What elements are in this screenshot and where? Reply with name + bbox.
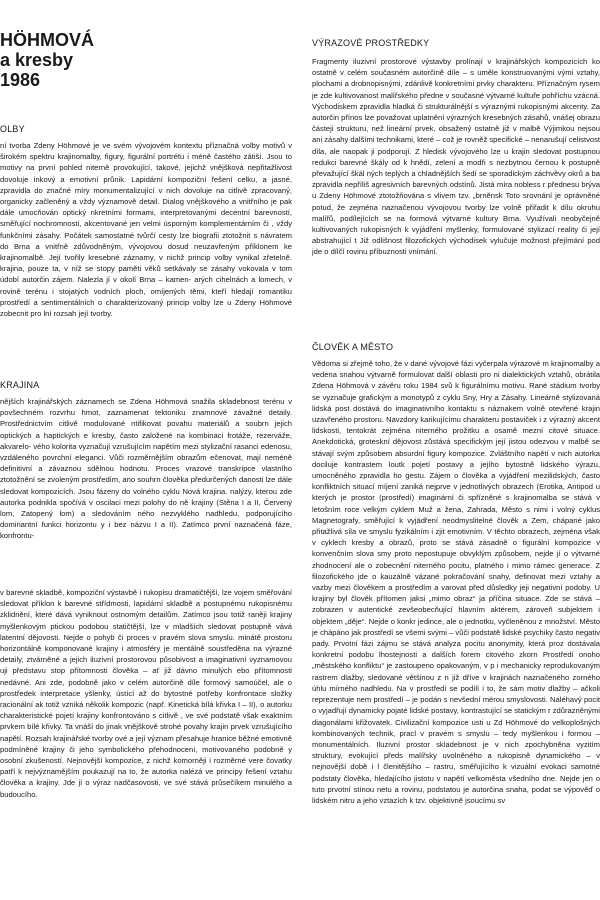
title-line-2: a kresby xyxy=(0,50,74,70)
section-text-krajina: nějších krajinářských záznamech se Zdena Höhmová snažila skladebnost terénu v povšechném rozvrhu hmot, zaznamenat tektoniku znamnové závažné detaily. Prostřednictvím citlivě modulované ntifikovat povahu materiálů a soubrn jejich optických a haptických e kresby, často založené na kombinaci frotáže, rezerváže, akvarelo- vého kolorita vyznačují vzrušujícím napětím mezi stylizační rasanci edenosu, vzdáleného povrchní eleganci. Vůči rozměrnějším obrazům ečenovat, mají neméně definitivní a závaznou sdělnou hodnotu. Proces vrazové transkripce vlastního ztotožnění se zvoleným prostředím, ano souhrn člověka předurčených danosti lze dále sledovat kompozicích. Jsou fázeny do volného cyklu Nová krajina. nalýzy, kterou zde autorka podnikla spočívá v oscilaci mezi polohy do ně krajiny (Stěna I a II, Červený lom, Zatopený lom) a sledováním ného nezvyklého nadhledu, podporujícího dominantní funkci horizontu y i bez názvu I a II). Zatímco první naznačená fáze, konfrontu- xyxy=(0,397,292,541)
section-heading-krajina: KRAJINA xyxy=(0,380,40,390)
title-line-1: HÖHMOVÁ xyxy=(0,30,94,50)
section-text-volby: ní tvorba Zdeny Höhmové je ve svém vývojovém kontextu příznačná volby motivů v širokém spektru krajinomalby, figury, figurální portrétu i méně častého zátiší. Jsou to motivy na první pohled niterně provokující, takové, jejichž vnějšková nepřitažlivost dovoluje ínkový a emotivní průnik. Lapidární kompoziční řešení celku, a jasné, zpravidla do značné míry monumentalizující v nich dovoluje na citlivě zpracovaný, organicky začleněný a vždy významově detail. Dialog vnějškového a vnitřního je pak dále umocňován optický nkretními formami, interpretovanými decentní barevností, směřující nochromnosti, akcentované jen velmi úsporným komplementárním či , vždy funkčními zásahy. Počátek samostatné tvůrčí cesty lze biografii ztotožnit s návratem do Brna a vnitřně zdůvodněným, vývojovou dosud neuzavřeným příklonem ke krajinomalbě. Její tvořily kresebné záznamy, v nichž princip volby vynikal zřetelně. krajina, pouze ta, v níž se stopy paměti věků setkávaly se zásahy vokovala v tom údobí autorčin zájem. Nalezla jí v okolí Brna – kamen- arých cihelnách a lomech, v rovině terénu i stojatých vodních ploch, omíjených těmi, kteří hledají romantiku prostředí a sentimentálních o charakterizovaný princip volby lze u Zdeny Höhmové zobecnit pro lní rozsah její tvorby. xyxy=(0,141,292,319)
title-line-3: 1986 xyxy=(0,70,41,90)
section-heading-volby: OLBY xyxy=(0,124,25,134)
section-heading-clovek-a-mesto: ČLOVĚK A MĚSTO xyxy=(312,342,394,352)
left-column xyxy=(0,0,292,900)
right-column xyxy=(312,0,600,900)
article-title xyxy=(0,30,94,90)
section-text-vyrazove-prostredky: Fragmenty iluzivní prostorové výstavby prolínají v krajinářských kompozicích ko ostatně v celém současném autorčině díle – s uměle konstruovanými vými vztahy, plochami a drobnopisnými, zdánlivě konkretními prvky charakteru. Příznačným rysem je zde kultivovanost malířského předne v současné výtvarné kultuře pohříchu vzácná. Východiskem zpravidla hladká či strukturálnější s výraznými rukopisnými akcenty. Za autorčin přínos lze považovat uplatnění výrazných kresebných zásahů, vnášej obrazu částeji strukturu, než lineární prvek, obsažený ostatně již v malbě Výjimkou nejsou ani zásahy dalšími technikami, které – což je rovněž specifické – nenarušují celistvost díla, ale naopak ji podporují. Z hledisk vývojového lze u krajin sledovat postupnou redukci barevné škály od k hnědí, zelení a modři s nezbytnou černou k postupně převažující škál ných teplých a chladnějších šedí se sporadickým záchvěvy okrů a ba zpravidla nepříliš agresivních barevných odstínů. Jistá míra nobless r přednesu brýva u Zdeny Höhmové ztotožňována s vlivem tzv. „brněnsk Toto srovnání je oprávněné potud, že zejména naznačenou vývojovou tvorby lze volně přiřadit k dílu okruhu malířů, podílejících se na formová výtvarné kultury Brna. Využívali neobyčejně kultivovaných rukopisných k vyjádření myšlenky, formulované stylizací reality či její abstrahující t Již odlišnost filozofických východisek vylučuje možnost přejímání pod jde o dílčí rovinu příbuznosti vnímání. xyxy=(312,57,600,257)
section-text-clovek-a-mesto: Vědoma si zřejmě toho, že v dané vývojové fázi vyčerpala výrazové m krajinomalby a vedena snahou výtvarně formulovat další oblasti pro ni dialektických vztahů, obrátila Zdena Höhmová v závěru roku 1984 svů k figurálnímu motivu. Rané stádium tvorby se vyznačuje grafickým a monotypů z cyklu Sny, Hry a Zásahy. Lineárně stylizovaná lidská post dostává do imaginativního kontaktu s náznakem volně otevřené krajin uzavřeného prostoru. Navzdory karikujícímu charakteru postaviček i z výrazný akcent lidskosti, tentokrát zejména niterného prožitku a osamě mezní citové situace. Anekdotická, groteskní dějovost zůstává specifickým její jistou odezvou v malbě se stávají svým způsobem absurdní figury kompozice. Zvláštního napětí v nich autorka dociluje kontrastem loutk pojetí postavy a jejího bytostně lidského výrazu, umocněného zpravidla ho gestu. Zájem o člověka a vyjádření mezilidských, často konfliktních situací míjení zaniká nejprve v jednotlivých obrazech (Erotika, Antipod u kterých je prostor (prostředí) imaginární či spřízněné s krajinomalba se stává v letošním roce velkým cyklem Muž a žena, Zahrada, Město s nimi i volný cyklus Magnetografy, směřující k vyjádření neodmyslitelné člověk a Zem, chápané jako přitažlivá síla ve smyslu fyzikálním i zjit emotivním. V těchto obrazech, zejména však v cyklech kresby a obrazů, proto se stává zásadně o figurální kompozice v konvenčním slova smy proto nepostupuje obvyklým způsobem, nejde jí o výtvarné zhodnocení ale o zobecnění niterného pocitu, platného i mimo rámec generace. Z filozofického jde o kauzálně vázané pokračování snahy, definovat mezi vztahy a vazby mezi člověkem a prostředím a varovat před důsledky jeji negativní podoby. U krajiny byl člověk přítomen jaksi „mimo obraz“ ja příčina situace. Zde se stává – zobrazen v autentické zevšeobecňující hlavním aktérem, zároveň subjektem i objektem „děje“. Nejde o konkr jedince, ale o jednotku, vyčleněnou z množství. Město je chápáno jak prostředí se všemi svými – vůči podstatě lidské psychiky často negativ pady. Prvotní fázi zájmu se stává analyza pocitu anonymity, která proz dostávala konkretní podobu lhostejnosti a dalších forem citového zkorn Prostředí onoho „městského konfliktu“ je zastoupeno opakovaným, v p i mechanicky reprodukovaným rastrem dlažby, sledované většinou z n již dříve v krajinách naznačeného zorného úhlu mírného nadhledu. Na v prostředí se podílí i to, že sám motiv dlažby – ačkoli reprezentuje nem prostředí – je podán s nevšední mérou smyslovosti. Naléhavý pocit o vyjadřují dynamicky pojaté lidské postavy, kontrastující se statickým r zdůrazněnými diagonálami křižovatek. Civilizační kompozice usti u Zd Höhmové do velkoplošných kombinovaných technik, pracl v pravém s smyslu – tedy myšlenkou i formou – monumentálních. Iluzivní prostor skladebnost je v nich zpochybněna vyzitím struktury, evokující předs malířsky uvolněného a rukopisně dynamického – v nejnovější době i l členitějšího – rastru, směřujícího k vizuální evokaci samotné podstaty člověka, hledajícího jistotu v napětí velkoměsta všedního dne. Nejde jen o tuto prvotní stínou netu a rovinu, podstatou je autorčina snaha, podat se výpověď o lidském nitru a jeho vztazích k tzv. objektivně jsoucímu sv xyxy=(312,359,600,805)
section-heading-vyrazove-prostredky: VÝRAZOVÉ PROSTŘEDKY xyxy=(312,38,430,48)
section-text-krajina-continued: v barevné skladbě, kompoziční výstavbě i rukopisu dramatičtější, lze vojem směřování sledovat příklon k barevné střídmosti, lapidární skladbě a postupnému rukopisnému zklidnění, které dává vyniknout ostnomým detailům. Zatímco jsou totiž raněji krajiny myšlenkovým ptickou podobou statičtější, lze v mladších sledovat postupně vává latentní dějovosti. Nejde o pohyb či proces v pravém slova smyslu. minátě prostoru horizontálně komponované krajiny i atmosféry je mentálně soustředěna na výrazné detaily, ztvárněné a jejich iluzivní prostorovou působivost a imaginativní vyznamovou uji představu stop přítomnosti člověka – ať již dávno minulých ebo přítomnosti nedávné. Ani zde, podobně jako v celém autorčině díle formový samoúčel, ale o prostředek interpretace yšlenky, ústící až do bytostné potřeby konfrontace složky racionální ak totiž vzniká několik kompozic (např. Kinetická bílá křivka I – II), o autorku charakteristické pojetí krajiny konfrontováno s citlivě , ve své podstatě však exaktním prvkem bílé křivky. Ta vnáší do jinak vnějškově strohé povahy krajin prvek vzrušujícího napětí. Rozsah krajinářské tvorby ové a její význam přesahuje hranice běžné emotivně podmíněné krajiny či jeho symbolického přehodnocení, motivovaného podobně y osobní zkušeností. Nejnovější kompozice, z nichž komorněji i rozměrné vere čovatky patří k nejvýznamějším poukazují na to, že autorka nalézá ve principy řešení vztahu člověka a krajiny. Jde jí o výraz nadčasovosti, ve své stává průsečíkem minulého a budoucího. xyxy=(0,588,292,799)
